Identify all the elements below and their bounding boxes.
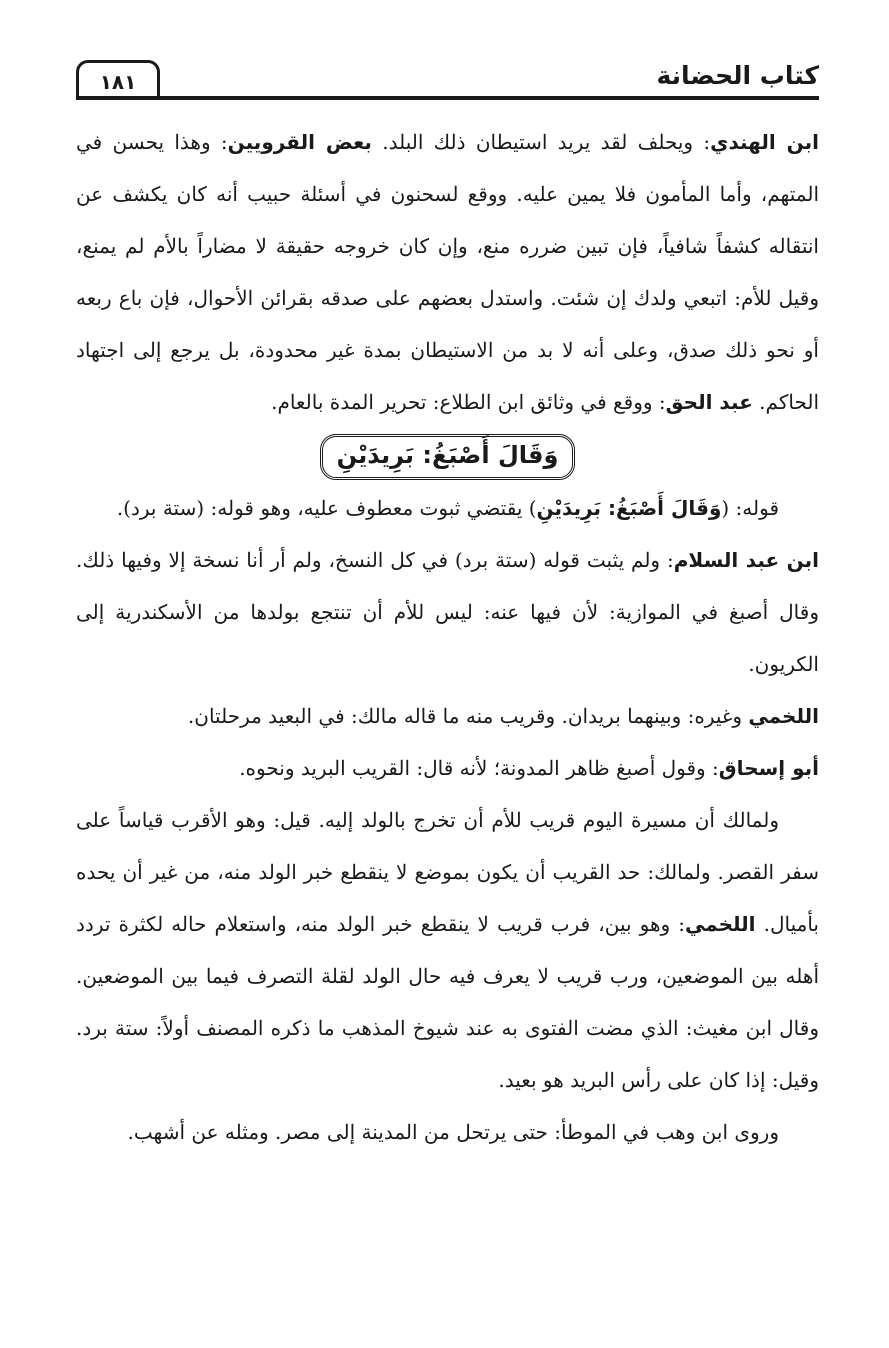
paragraph-ibn-wahb: [76, 1106, 819, 1158]
paragraph-text: : ووقع في وثائق ابن الطلاع: تحرير المدة بالعام.: [271, 390, 666, 414]
paragraph-text: : وقول أصبغ ظاهر المدونة؛ لأنه قال: القريب البريد ونحوه.: [239, 756, 719, 780]
scholar-name: أبو إسحاق: [718, 756, 819, 780]
paragraph-text: قوله: (: [721, 496, 779, 520]
scholar-name: عبد الحق: [665, 390, 753, 414]
paragraph-text: : ولم يثبت قوله (ستة برد) في كل النسخ، ولم أر أنا نسخة إلا وفيها ذلك. وقال أصبغ في الموازية: لأن فيها عنه: ليس للأم أن تنتجع بولدها من الأسكندرية إلى الكريون.: [76, 548, 819, 676]
scholar-name: ابن الهندي: [710, 130, 819, 154]
paragraph-quote-commentary: [76, 482, 819, 534]
page-number-tab: ١٨١: [76, 60, 160, 100]
running-header: [76, 46, 819, 100]
paragraph-text: وغيره: وبينهما بريدان. وقريب منه ما قاله مالك: في البعيد مرحلتان.: [187, 704, 749, 728]
page-body: [76, 116, 819, 1158]
quoted-matn: وَقَالَ أَصْبَغُ: بَرِيدَيْنِ: [536, 496, 722, 520]
paragraph-ibn-abd-al-salam: [76, 534, 819, 690]
section-heading-row: [76, 434, 819, 480]
paragraph-text: : وهو بين، فرب قريب لا ينقطع خبر الولد منه، واستعلام حاله لكثرة تردد أهله بين الموضعين، ورب قريب لا يعرف فيه حال الولد لقلة التصرف فيما بين الموضعين. وقال ابن مغيث: الذي مضت الفتوى به عند شيوخ المذهب ما ذكره المصنف أولاً: ستة برد. وقيل: إذا كان على رأس البريد هو بعيد.: [76, 912, 819, 1092]
scholar-name: بعض القرويين: [227, 130, 372, 154]
scholar-name: ابن عبد السلام: [673, 548, 819, 572]
scholar-name: اللخمي: [684, 912, 756, 936]
paragraph-text: ولمالك أن مسيرة اليوم قريب للأم أن تخرج بالولد إليه. قيل: وهو الأقرب قياساً على سفر القصر. ولمالك: حد القريب أن يكون بموضع لا ينقطع خبر الولد منه، من غير أن يحده بأميال.: [76, 808, 819, 936]
paragraph-text: : ويحلف لقد يريد استيطان ذلك البلد.: [371, 130, 711, 154]
section-heading: وَقَالَ أَصْبَغُ: بَرِيدَيْنِ: [320, 434, 576, 480]
paragraph-abu-ishaq: [76, 742, 819, 794]
paragraph-text: : وهذا يحسن في المتهم، وأما المأمون فلا يمين عليه. ووقع لسحنون في أسئلة حبيب أنه كان يكشف عن انتقاله كشفاً شافياً، فإن تبين ضرره منع، وإن كان خروجه حقيقة لا مضاراً بالأم لم يمنع، وقيل للأم: اتبعي ولدك إن شئت. واستدل بعضهم على صدقه بقرائن الأحوال، فإن باع ربعه أو نحو ذلك صدق، وعلى أنه لا بد من الاستيطان بمدة غير محدودة، بل يرجع إلى اجتهاد الحاكم.: [76, 130, 819, 414]
paragraph-text: ) يقتضي ثبوت معطوف عليه، وهو قوله: (ستة برد).: [116, 496, 537, 520]
chapter-title: كتاب الحضانة: [656, 61, 819, 90]
paragraph-ibn-al-hindi: [76, 116, 819, 428]
paragraph-text: وروى ابن وهب في الموطأ: حتى يرتحل من المدينة إلى مصر. ومثله عن أشهب.: [127, 1120, 779, 1144]
paragraph-malik: [76, 794, 819, 1106]
scholar-name: اللخمي: [748, 704, 819, 728]
paragraph-al-lakhmi: [76, 690, 819, 742]
